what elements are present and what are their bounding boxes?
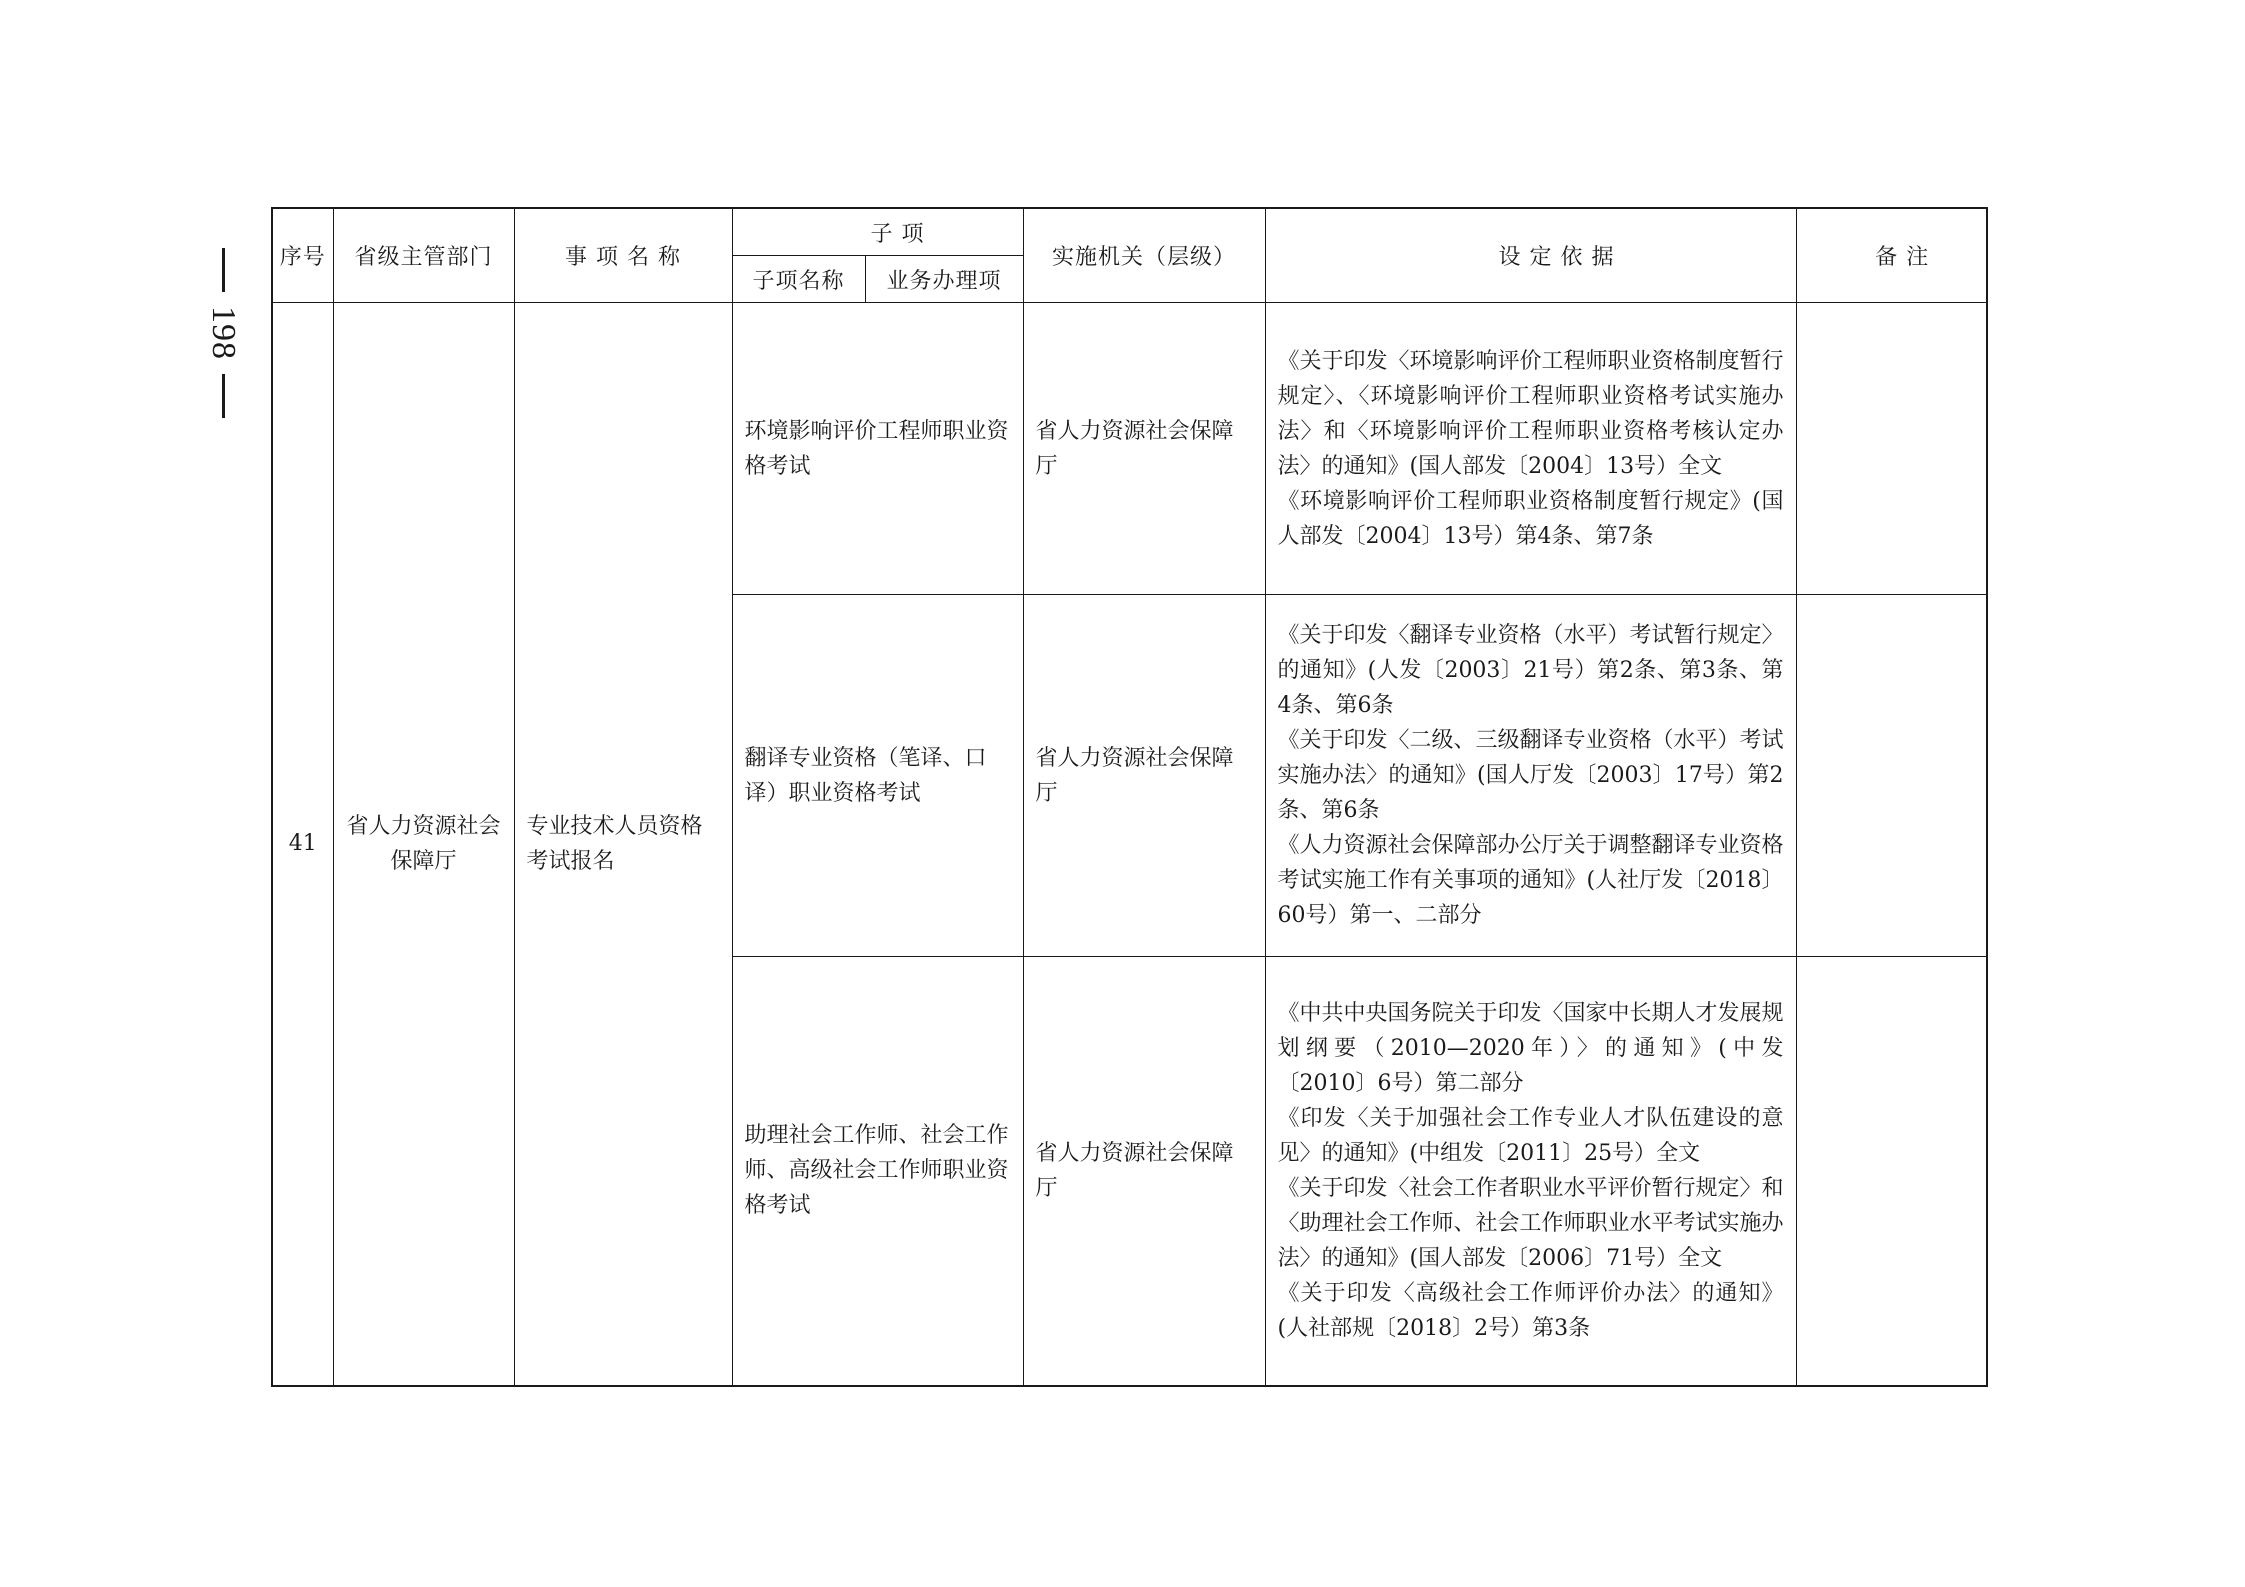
basis-line: 《关于印发〈二级、三级翻译专业资格（水平）考试实施办法〉的通知》(国人厅发〔2003〕17号）第2条、第6条: [1277, 728, 1784, 823]
basis-line: 《中共中央国务院关于印发〈国家中长期人才发展规划纲要（2010—2020年）〉的通知》(中发〔2010〕6号）第二部分: [1277, 1000, 1784, 1096]
header-agency: 实施机关（层级）: [1023, 208, 1265, 303]
sub-item-agency: 省人力资源社会保障厅: [1023, 595, 1265, 957]
sub-item-name: 环境影响评价工程师职业资格考试: [732, 303, 1023, 595]
sub-item-basis: [1265, 303, 1796, 595]
basis-line: 《关于印发〈翻译专业资格（水平）考试暂行规定〉的通知》(人发〔2003〕21号）第2条、第3条、第4条、第6条: [1277, 623, 1784, 718]
sub-item-agency: 省人力资源社会保障厅: [1023, 957, 1265, 1386]
header-remarks: 备 注: [1796, 208, 1987, 303]
page-number: [205, 248, 241, 418]
matters-table: [271, 207, 1988, 1387]
sub-item-remarks: [1796, 957, 1987, 1386]
page-number-text: 198: [205, 306, 242, 360]
header-item-name: 事 项 名 称: [514, 208, 732, 303]
sub-item-name: 助理社会工作师、社会工作师、高级社会工作师职业资格考试: [732, 957, 1023, 1386]
header-seq: 序号: [272, 208, 333, 303]
page-number-dash-bottom: [222, 374, 225, 418]
sub-item-remarks: [1796, 303, 1987, 595]
basis-line: 《关于印发〈社会工作者职业水平评价暂行规定〉和〈助理社会工作师、社会工作师职业水平考试实施办法〉的通知》(国人部发〔2006〕71号）全文: [1277, 1175, 1784, 1271]
basis-line: 《关于印发〈高级社会工作师评价办法〉的通知》(人社部规〔2018〕2号）第3条: [1277, 1280, 1784, 1341]
header-sub-item: 子 项: [732, 208, 1023, 256]
basis-line: 《人力资源社会保障部办公厅关于调整翻译专业资格考试实施工作有关事项的通知》(人社厅发〔2018〕60号）第一、二部分: [1277, 833, 1784, 928]
basis-line: 《环境影响评价工程师职业资格制度暂行规定》(国人部发〔2004〕13号）第4条、第7条: [1277, 488, 1784, 549]
row-item-name: 专业技术人员资格考试报名: [514, 303, 732, 1386]
page-number-dash-top: [222, 248, 225, 292]
row-seq: 41: [272, 303, 333, 1386]
basis-line: 《关于印发〈环境影响评价工程师职业资格制度暂行规定〉、〈环境影响评价工程师职业资格考试实施办法〉和〈环境影响评价工程师职业资格考核认定办法〉的通知》(国人部发〔2004〕13号）全文: [1277, 348, 1784, 479]
table-row: [272, 303, 1987, 595]
sub-item-agency: 省人力资源社会保障厅: [1023, 303, 1265, 595]
sub-item-basis: [1265, 957, 1796, 1386]
row-dept: 省人力资源社会保障厅: [333, 303, 514, 1386]
header-sub-item-name: 子项名称: [732, 256, 865, 303]
basis-line: 《印发〈关于加强社会工作专业人才队伍建设的意见〉的通知》(中组发〔2011〕25号）全文: [1277, 1105, 1784, 1166]
sub-item-remarks: [1796, 595, 1987, 957]
sub-item-name: 翻译专业资格（笔译、口译）职业资格考试: [732, 595, 1023, 957]
header-business-item: 业务办理项: [865, 256, 1023, 303]
sub-item-basis: [1265, 595, 1796, 957]
header-basis: 设 定 依 据: [1265, 208, 1796, 303]
header-dept: 省级主管部门: [333, 208, 514, 303]
